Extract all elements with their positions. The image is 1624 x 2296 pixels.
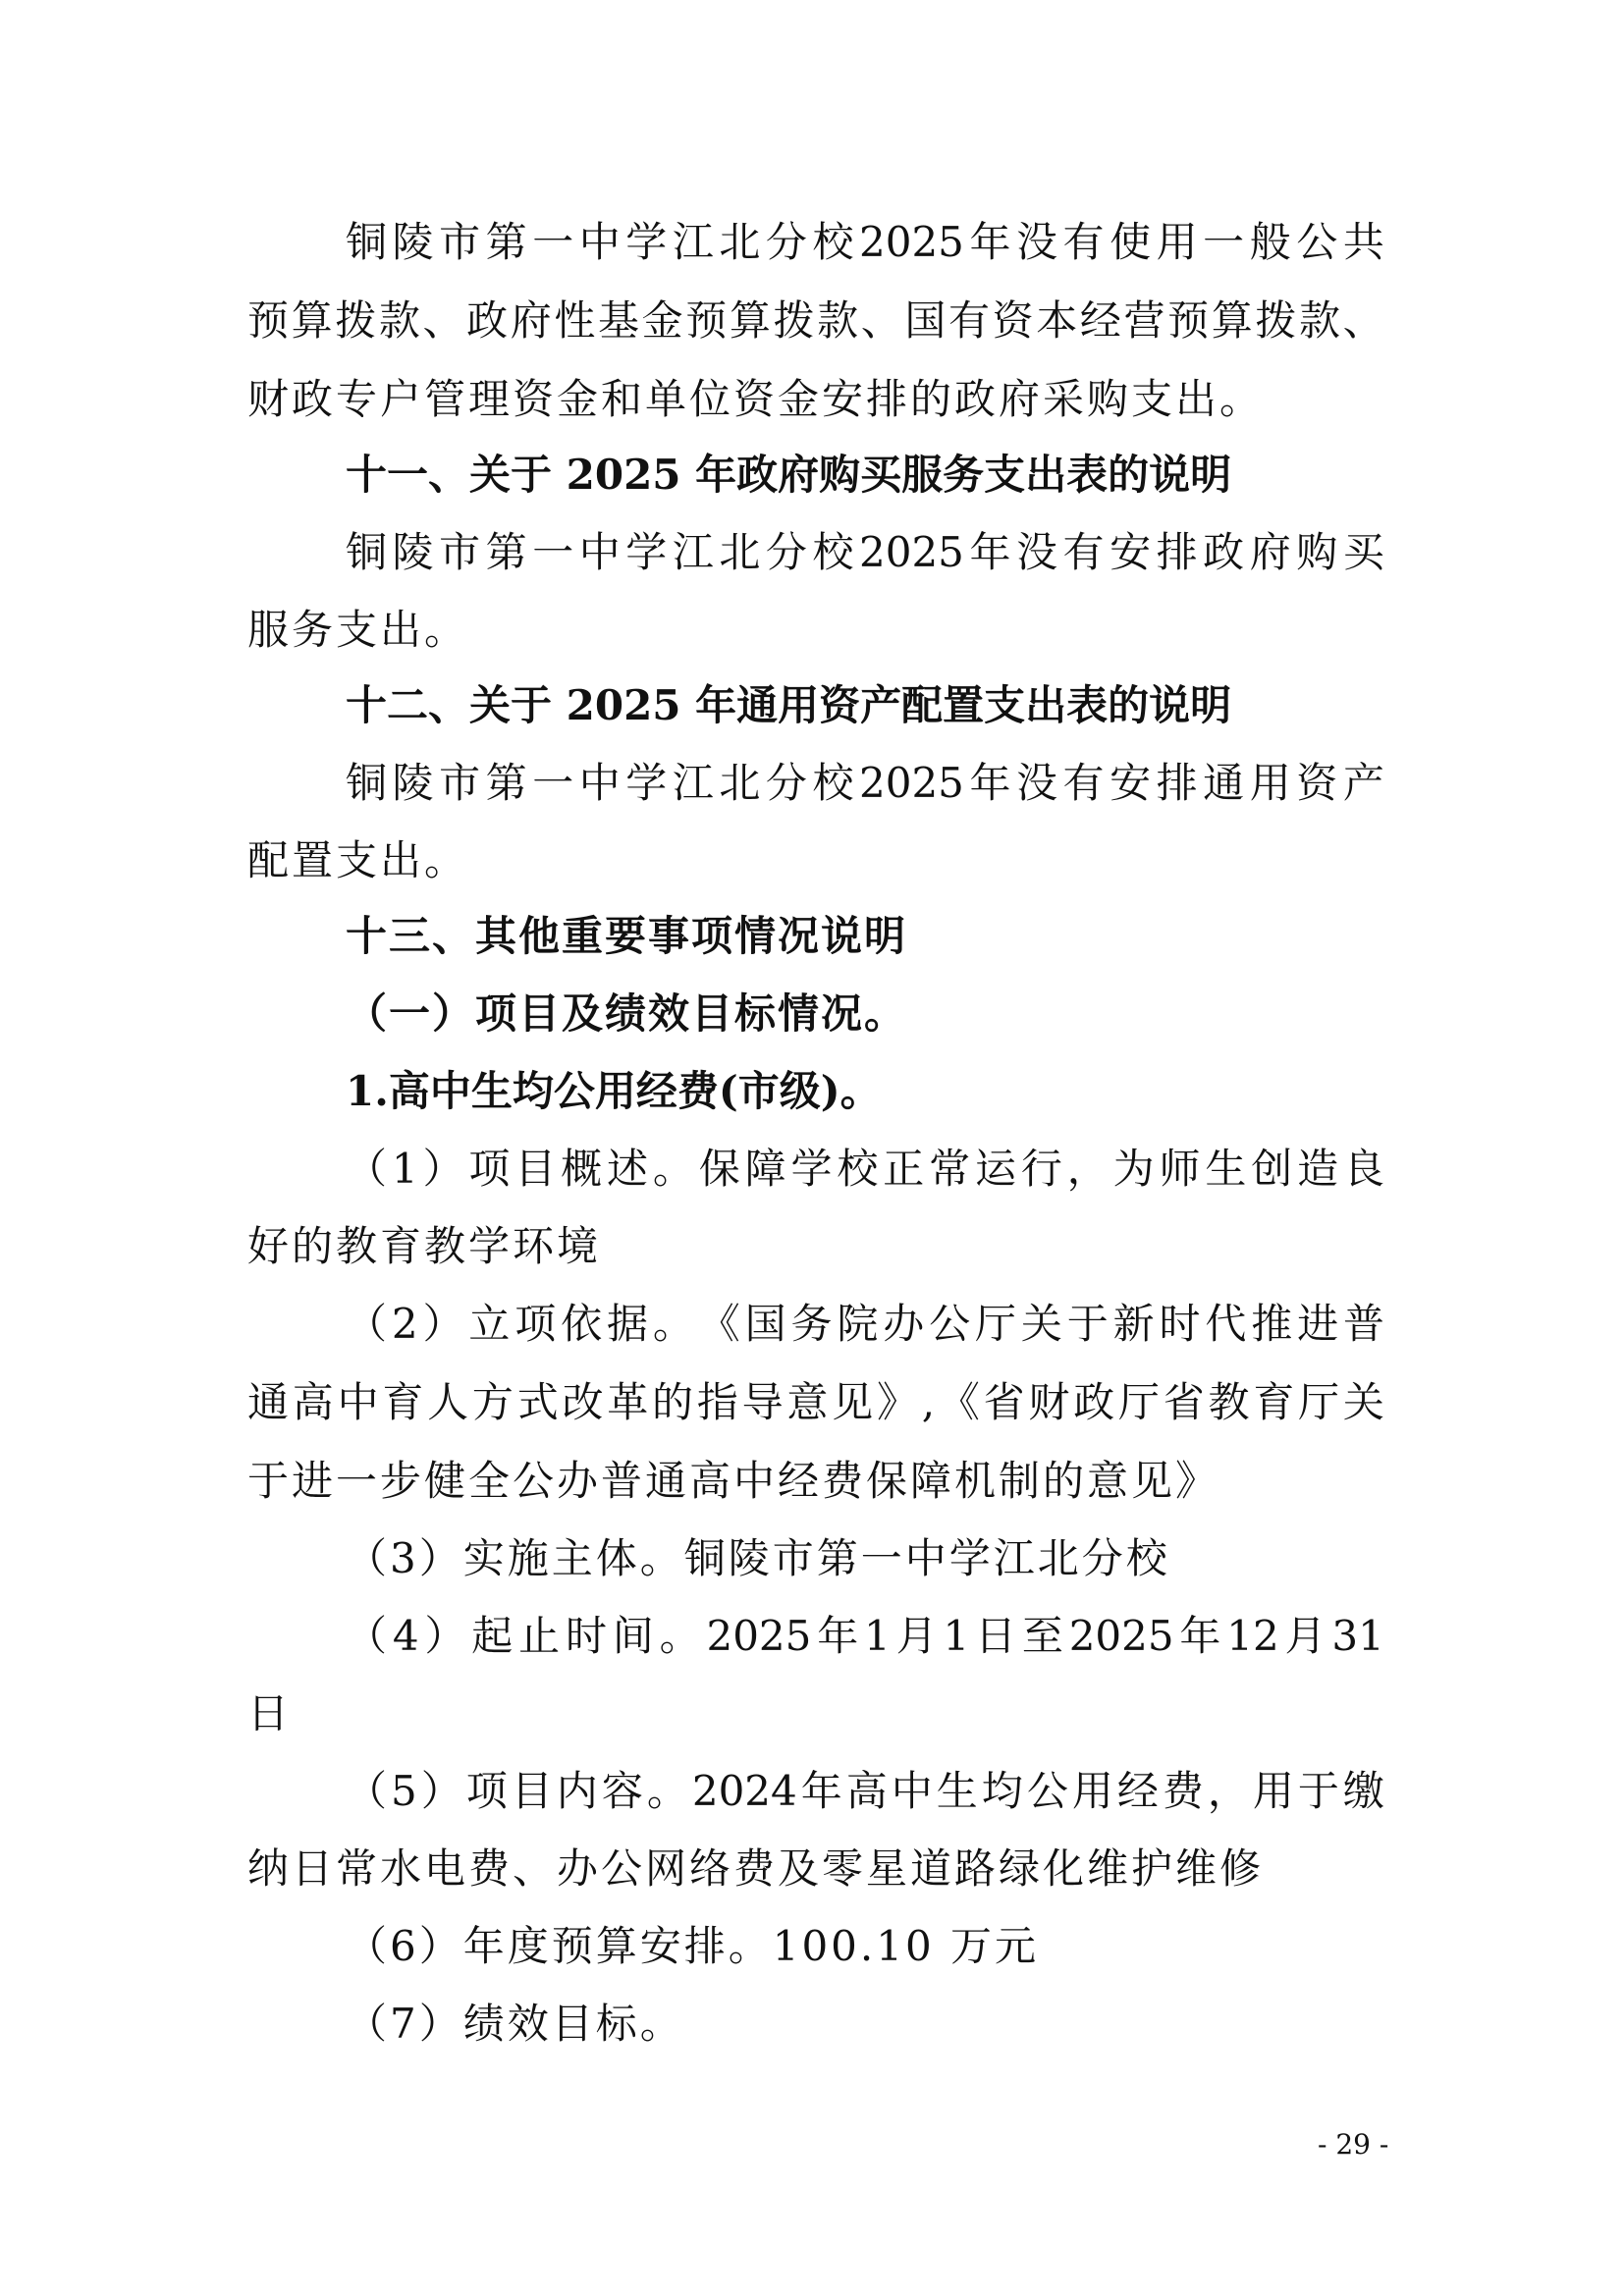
paragraph-1-line-2: 预 算 拨 款 、 政 府 性 基 金 预 算 拨 款 、 国 有 资 本 经 营 预 算 拨 款 、 bbox=[247, 296, 1384, 345]
paragraph-5-line-2: 通 高 中 育 人 方 式 改 革 的 指 导 意 见 》 , 《 省 财 政 厅 省 教 育 厅 关 bbox=[247, 1378, 1384, 1426]
paragraph-5-line-1: （ 2 ） 立 项 依 据 。 《 国 务 院 办 公 厅 关 于 新 时 代 推 进 普 bbox=[346, 1300, 1384, 1348]
paragraph-4-line-1: （ 1 ） 项 目 概 述 。 保 障 学 校 正 常 运 行 ， 为 师 生 创 造 良 bbox=[346, 1145, 1384, 1193]
paragraph-2-line-1: 铜 陵 市 第 一 中 学 江 北 分 校 2025 年 没 有 安 排 政 府 购 买 bbox=[346, 528, 1384, 576]
section-heading-11: 十一、关于 2025 年政府购买服务支出表的说明 bbox=[346, 451, 1232, 499]
item-heading-1: 1.高中生均公用经费(市级)。 bbox=[346, 1067, 882, 1115]
paragraph-9-line-1: （6）年度预算安排。100.10 万元 bbox=[346, 1922, 1040, 1970]
paragraph-2-line-2: 服务支出。 bbox=[247, 606, 469, 654]
paragraph-5-line-3: 于进一步健全公办普通高中经费保障机制的意见》 bbox=[247, 1457, 1220, 1505]
paragraph-8-line-2: 纳日常水电费、办公网络费及零星道路绿化维护维修 bbox=[247, 1844, 1265, 1893]
section-heading-12: 十二、关于 2025 年通用资产配置支出表的说明 bbox=[346, 681, 1232, 729]
paragraph-6-line-1: （3）实施主体。铜陵市第一中学江北分校 bbox=[346, 1534, 1170, 1582]
paragraph-8-line-1: （ 5 ） 项 目 内 容 。 2024 年 高 中 生 均 公 用 经 费 ， 用 于 缴 bbox=[346, 1767, 1384, 1815]
section-heading-13: 十三、其他重要事项情况说明 bbox=[346, 912, 908, 960]
paragraph-10-line-1: （7）绩效目标。 bbox=[346, 2000, 684, 2048]
paragraph-3-line-1: 铜 陵 市 第 一 中 学 江 北 分 校 2025 年 没 有 安 排 通 用 资 产 bbox=[346, 759, 1384, 807]
paragraph-7-line-2: 日 bbox=[247, 1689, 290, 1737]
paragraph-7-line-1: （ 4 ） 起 止 时 间 。 2025 年 1 月 1 日 至 2025 年 12 月 31 bbox=[346, 1612, 1384, 1660]
paragraph-4-line-2: 好的教育教学环境 bbox=[247, 1222, 602, 1270]
subsection-heading-1: （一）项目及绩效目标情况。 bbox=[346, 989, 908, 1038]
paragraph-3-line-2: 配置支出。 bbox=[247, 836, 469, 884]
paragraph-1-line-1: 铜 陵 市 第 一 中 学 江 北 分 校 2025 年 没 有 使 用 一 般 公 共 bbox=[346, 218, 1384, 266]
paragraph-1-line-3: 财政专户管理资金和单位资金安排的政府采购支出。 bbox=[247, 375, 1265, 423]
page-number: - 29 - bbox=[1318, 2128, 1389, 2161]
